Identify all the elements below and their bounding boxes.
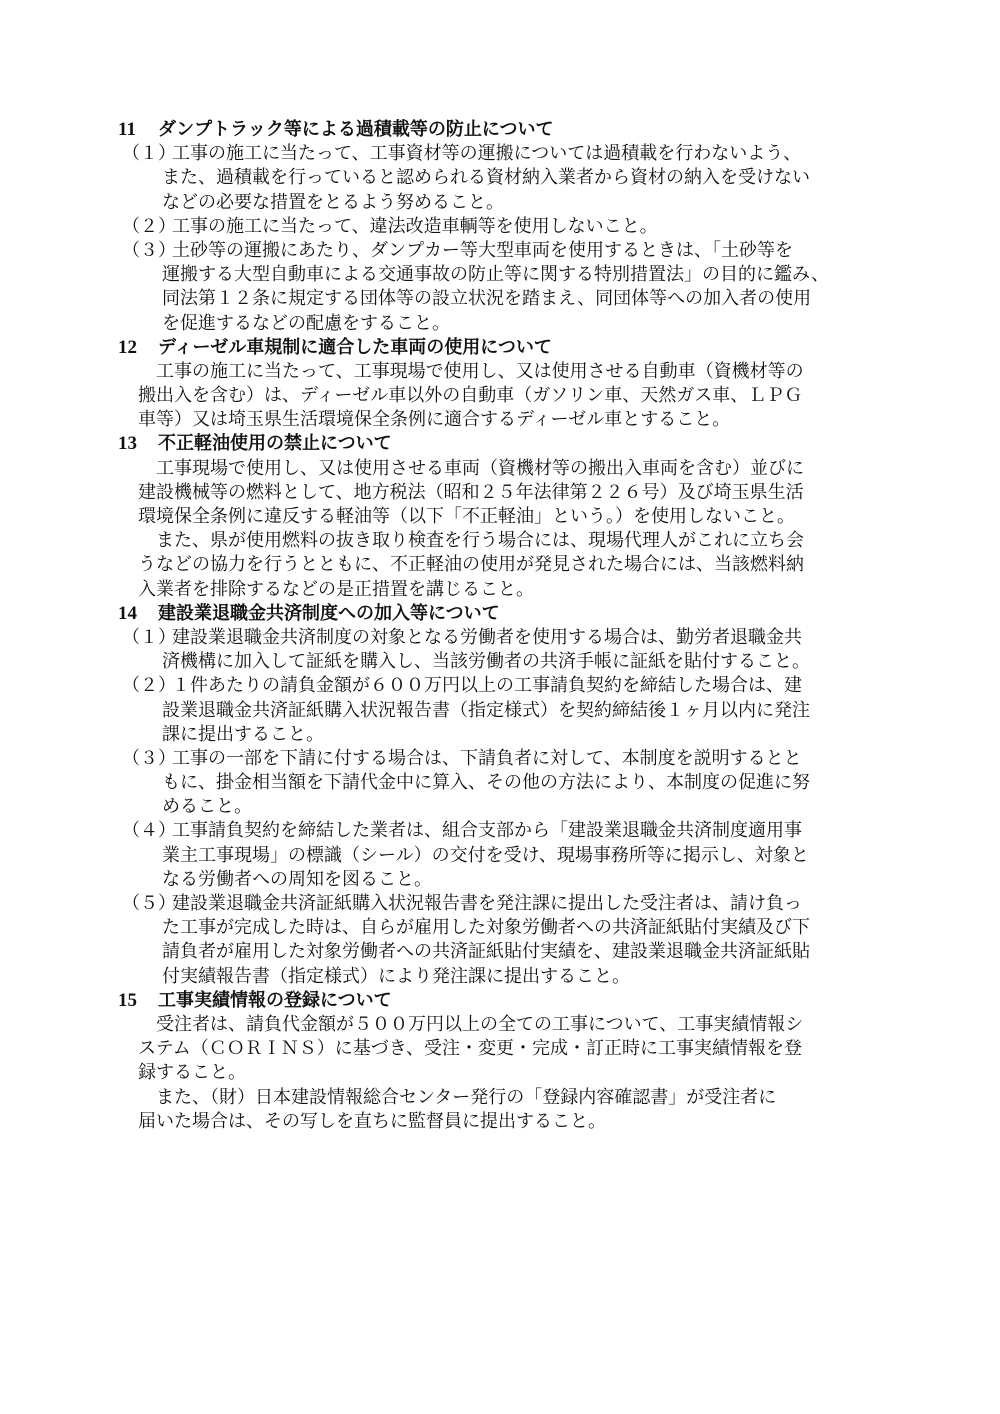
item-text: 土砂等の運搬にあたり、ダンプカー等大型車両を使用するときは、「土砂等を [172,239,793,261]
paragraph-line: 入業者を排除するなどの是正措置を講じること。 [138,578,534,600]
paragraph-line: 車等）又は埼玉県生活環境保全条例に適合するディーゼル車とすること。 [138,409,731,431]
item-text: 工事の施工に当たって、工事資材等の運搬については過積載を行わないよう、 [172,143,802,165]
section-number: 15 [118,989,137,1011]
item-text: 工事請負契約を締結した業者は、組合支部から「建設業退職金共済制度適用事 [172,820,802,842]
item-continuation: 付実績報告書（指定様式）により発注課に提出すること。 [162,965,630,987]
section-number: 12 [118,336,137,358]
section-14-item-3 [118,747,898,771]
item-marker: （２） [122,215,176,237]
item-continuation: 業主工事現場」の標識（シール）の交付を受け、現場事務所等に掲示し、対象と [162,844,809,866]
item-continuation: 設業退職金共済証紙購入状況報告書（指定様式）を契約締結後１ヶ月以内に発注 [162,699,810,721]
item-continuation: 運搬する大型自動車による交通事故の防止等に関する特別措置法」の目的に鑑み、 [162,264,830,286]
item-continuation: を促進するなどの配慮をすること。 [162,312,450,334]
paragraph-line: うなどの協力を行うとともに、不正軽油の使用が発見された場合には、当該燃料納 [138,554,804,576]
paragraph-line: ステム（ＣＯＲＩＮＳ）に基づき、受注・変更・完成・訂正時に工事実績情報を登 [138,1038,803,1060]
section-number: 11 [118,119,136,140]
paragraph-first-line: 工事の施工に当たって、工事現場で使用し、又は使用させる自動車（資機材等の [156,360,804,382]
item-marker: （３） [122,239,176,261]
paragraph-line: 建設機械等の燃料として、地方税法（昭和２５年法律第２２６号）及び埼玉県生活 [138,481,804,503]
item-continuation: また、過積載を行っていると認められる資材納入業者から資材の納入を受けない [162,167,810,189]
section-title: 建設業退職金共済制度への加入等について [158,602,500,624]
section-title: ダンプトラック等による過積載等の防止について [158,119,554,140]
item-continuation: 課に提出すること。 [162,723,324,745]
section-14-item-1 [118,626,898,650]
item-continuation: 請負者が雇用した対象労働者への共済証紙貼付実績を、建設業退職金共済証紙貼 [162,941,810,963]
item-text: 建設業退職金共済証紙購入状況報告書を発注課に提出した受注者は、請け負っ [172,893,802,914]
section-12-heading [118,336,898,360]
item-text: 工事の一部を下請に付する場合は、下請負者に対して、本制度を説明するとと [172,747,802,769]
section-11-heading [118,118,898,142]
section-title: 工事実績情報の登録について [158,989,392,1011]
section-title: 不正軽油使用の禁止について [158,433,392,455]
item-continuation: もに、掛金相当額を下請代金中に算入、その他の方法により、本制度の促進に努 [162,772,810,794]
item-text: 工事の施工に当たって、違法改造車輌等を使用しないこと。 [172,215,658,237]
item-text: 建設業退職金共済制度の対象となる労働者を使用する場合は、勤労者退職金共 [172,626,802,648]
item-continuation: なる労働者への周知を図ること。 [162,868,432,890]
item-marker: （１） [122,143,176,165]
section-14-item-5 [118,892,898,916]
section-number: 13 [118,433,137,455]
paragraph-line: 届いた場合は、その写しを直ちに監督員に提出すること。 [138,1110,606,1132]
item-continuation: めること。 [162,796,252,818]
section-11-item-3 [118,239,898,263]
section-number: 14 [118,602,137,624]
section-11-item-2 [118,215,898,239]
item-text: １件あたりの請負金額が６００万円以上の工事請負契約を締結した場合は、建 [172,675,802,697]
paragraph-first-line: また、（財）日本建設情報総合センター発行の「登録内容確認書」が受注者に [156,1086,777,1108]
section-14-item-2 [118,674,898,698]
paragraph-line: 録すること。 [138,1062,246,1084]
section-13-heading [118,432,898,456]
section-11-item-1 [118,142,898,166]
paragraph-line: 搬出入を含む）は、ディーゼル車以外の自動車（ガソリン車、天然ガス車、ＬＰＧ [138,385,803,407]
document-body [118,118,898,1134]
item-marker: （５） [122,893,176,914]
section-14-item-4 [118,819,898,843]
item-continuation: た工事が完成した時は、自らが雇用した対象労働者への共済証紙貼付実績及び下 [162,917,810,939]
paragraph-first-line: 工事現場で使用し、又は使用させる車両（資機材等の搬出入車両を含む）並びに [156,457,804,479]
paragraph-first-line: また、県が使用燃料の抜き取り検査を行う場合には、現場代理人がこれに立ち会 [156,530,804,552]
item-marker: （２） [122,675,176,697]
item-marker: （１） [122,626,176,648]
section-14-heading [118,602,898,626]
item-marker: （３） [122,747,176,769]
paragraph-line: 環境保全条例に違反する軽油等（以下「不正軽油」という。）を使用しないこと。 [138,506,795,527]
item-marker: （４） [122,820,176,842]
item-continuation: 同法第１２条に規定する団体等の設立状況を踏まえ、同団体等への加入者の使用 [162,288,812,310]
section-15-heading [118,989,898,1013]
paragraph-first-line: 受注者は、請負代金額が５００万円以上の全ての工事について、工事実績情報シ [156,1013,804,1035]
item-continuation: 済機構に加入して証紙を購入し、当該労働者の共済手帳に証紙を貼付すること。 [162,651,810,673]
section-title: ディーゼル車規制に適合した車両の使用について [158,336,552,358]
item-continuation: などの必要な措置をとるよう努めること。 [162,191,504,213]
